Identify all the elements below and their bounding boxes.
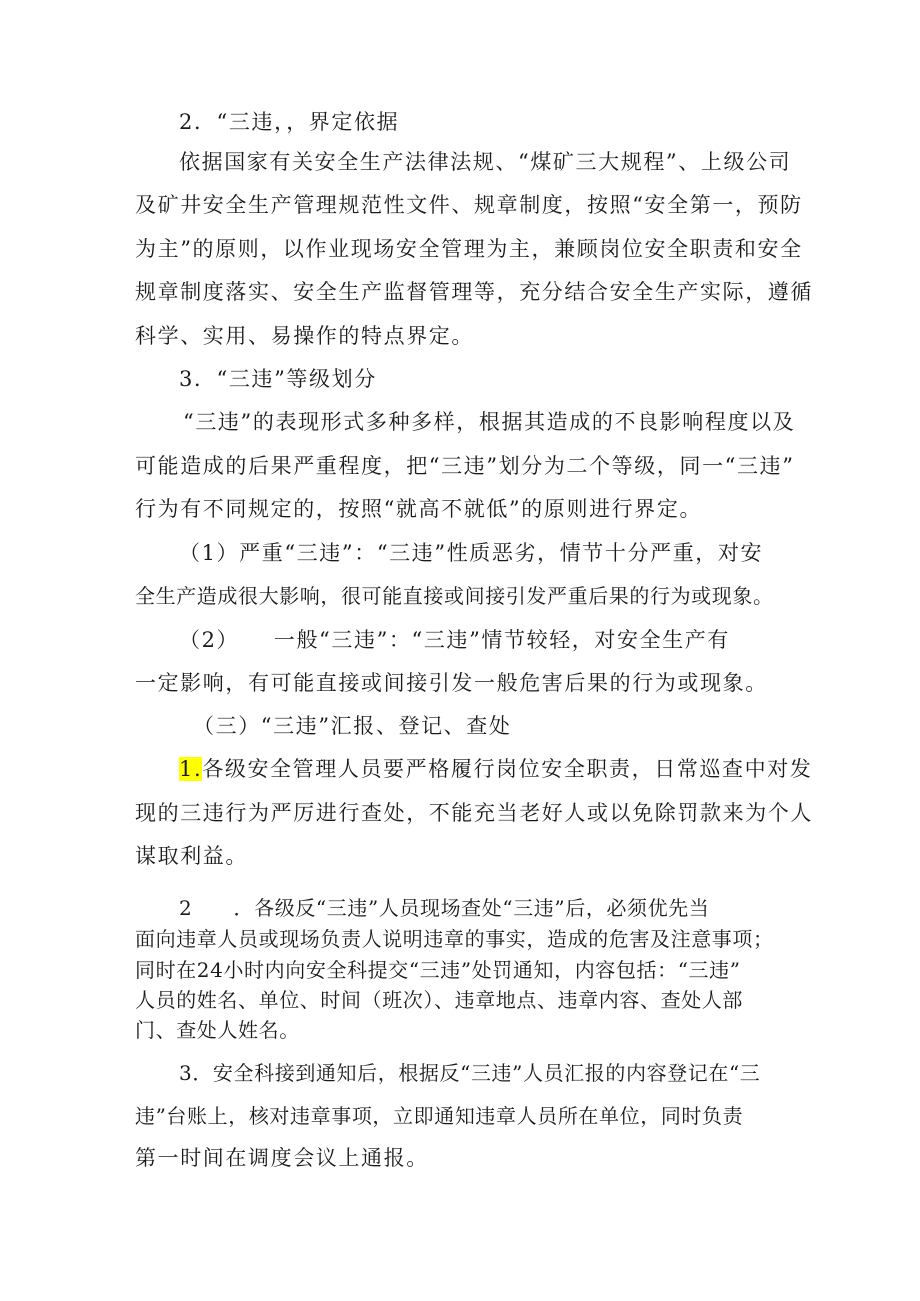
paragraph-line: 门、查处人姓名。 [135,1018,300,1042]
paragraph-line: 违”台账上，核对违章事项，立即通知违章人员所在单位，同时负责 [135,1104,744,1128]
heading-2-basis: 2．“三违，，界定依据 [179,110,400,134]
section-heading-three: （三）“三违”汇报、登记、查处 [193,714,512,738]
list-item-3: 3．安全科接到通知后，根据反“三违”人员汇报的内容登记在“三 [179,1061,761,1085]
paragraph-line: 全生产造成很大影响，很可能直接或间接引发严重后果的行为或现象。 [135,584,774,608]
paragraph-line: 谋取利益。 [135,844,248,868]
paragraph-text: 各级安全管理人员要严格履行岗位安全职责，日常巡查中对发 [202,757,813,781]
paragraph-line: （2） 一般“三违”：“三违”情节较轻，对安全生产有 [179,628,731,652]
paragraph-line: 可能造成的后果严重程度，把“三违”划分为二个等级，同一“三违” [135,454,795,478]
paragraph-line: 及矿井安全生产管理规范性文件、规章制度，按照“安全第一，预防 [135,193,803,217]
paragraph-line: “三违”的表现形式多种多样，根据其造成的不良影响程度以及 [183,410,796,434]
paragraph-line: 第一时间在调度会议上通报。 [135,1146,429,1170]
paragraph-line: 一定影响，有可能直接或间接引发一般危害后果的行为或现象。 [135,671,768,695]
paragraph-line: （1）严重“三违”：“三违”性质恶劣，情节十分严重，对安 [179,541,764,565]
paragraph-line: 科学、实用、易操作的特点界定。 [135,324,474,348]
highlighted-number: 1. [179,757,203,781]
list-item-2: 2 ．各级反“三违”人员现场查处“三违”后，必须优先当 [179,896,710,920]
paragraph-line: 行为有不同规定的，按照“就高不就低”的原则进行界定。 [135,497,703,521]
paragraph-line: 现的三违行为严厉进行查处，不能充当老好人或以免除罚款来为个人 [135,801,813,825]
paragraph-line: 面向违章人员或现场负责人说明违章的事实，造成的危害及注意事项； [135,927,774,951]
paragraph-line: 为主”的原则，以作业现场安全管理为主，兼顾岗位安全职责和安全 [135,237,803,261]
paragraph-line: 规章制度落实、安全生产监督管理等，充分结合安全生产实际，遵循 [135,280,813,304]
paragraph-line: 人员的姓名、单位、时间（班次）、违章地点、违章内容、查处人部 [135,988,743,1012]
paragraph-line: 同时在24小时内向安全科提交“三违”处罚通知，内容包括：“三违” [135,958,741,982]
list-item-1 [179,754,812,784]
heading-3-levels: 3．“三违”等级划分 [179,367,377,391]
paragraph-line: 依据国家有关安全生产法律法规、“煤矿三大规程”、上级公司 [179,150,792,174]
